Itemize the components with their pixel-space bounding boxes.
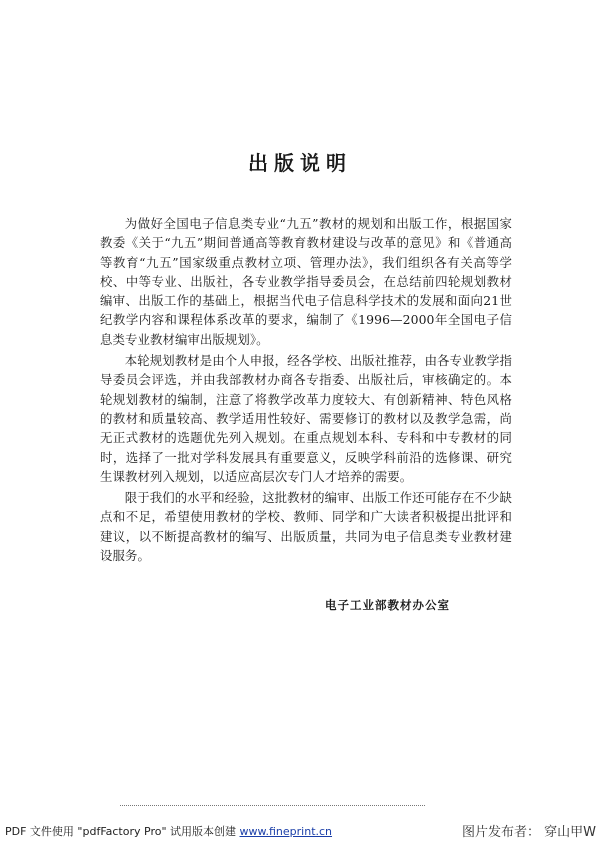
page-title: 出版说明 [248,151,352,175]
fineprint-link[interactable]: www.fineprint.cn [239,825,333,838]
paragraph: 本轮规划教材是由个人申报，经各学校、出版社推荐，由各专业教学指导委员会评选，并由我部教材办商各专指委、出版社后，审核确定的。本轮规划教材的编制，注意了将教学改革力度较大、有创新精神、特色风格的教材和质量较高、教学适用性较好、需要修订的教材以及教学急需，尚无正式教材的选题优先列入规划。在重点规划本科、专科和中专教材的同时，选择了一批对学科发展具有重要意义，反映学科前沿的选修课、研究生课教材列入规划，以适应高层次专门人才培养的需要。 [100,353,513,484]
publisher-watermark: 图片发布者： 穿山甲W [462,825,596,840]
scan-artifact-line [120,805,425,807]
paragraph: 限于我们的水平和经验，这批教材的编审、出版工作还可能存在不少缺点和不足，希望使用教材的学校、教师、同学和广大读者积极提出批评和建议，以不断提高教材的编写、出版质量，共同为电子信息类专业教材建设服务。 [100,490,513,564]
signature: 电子工业部教材办公室 [325,598,450,612]
footer [0,823,600,843]
paragraph: 为做好全国电子信息类专业“九五”教材的规划和出版工作，根据国家教委《关于“九五”期间普通高等教育教材建设与改革的意见》和《普通高等教育“九五”国家级重点教材立项、管理办法》，我们组织各有关高等学校、中等专业、出版社，各专业教学指导委员会，在总结前四轮规划教材编审、出版工作的基础上，根据当代电子信息科学技术的发展和面向21世纪教学内容和课程体系改革的要求，编制了《1996—2000年全国电子信息类专业教材编审出版规划》。 [100,216,512,347]
pdf-notice [5,823,332,839]
document-body [100,214,512,567]
pdf-notice-text: PDF 文件使用 "pdfFactory Pro" 试用版本创建 [5,825,240,838]
